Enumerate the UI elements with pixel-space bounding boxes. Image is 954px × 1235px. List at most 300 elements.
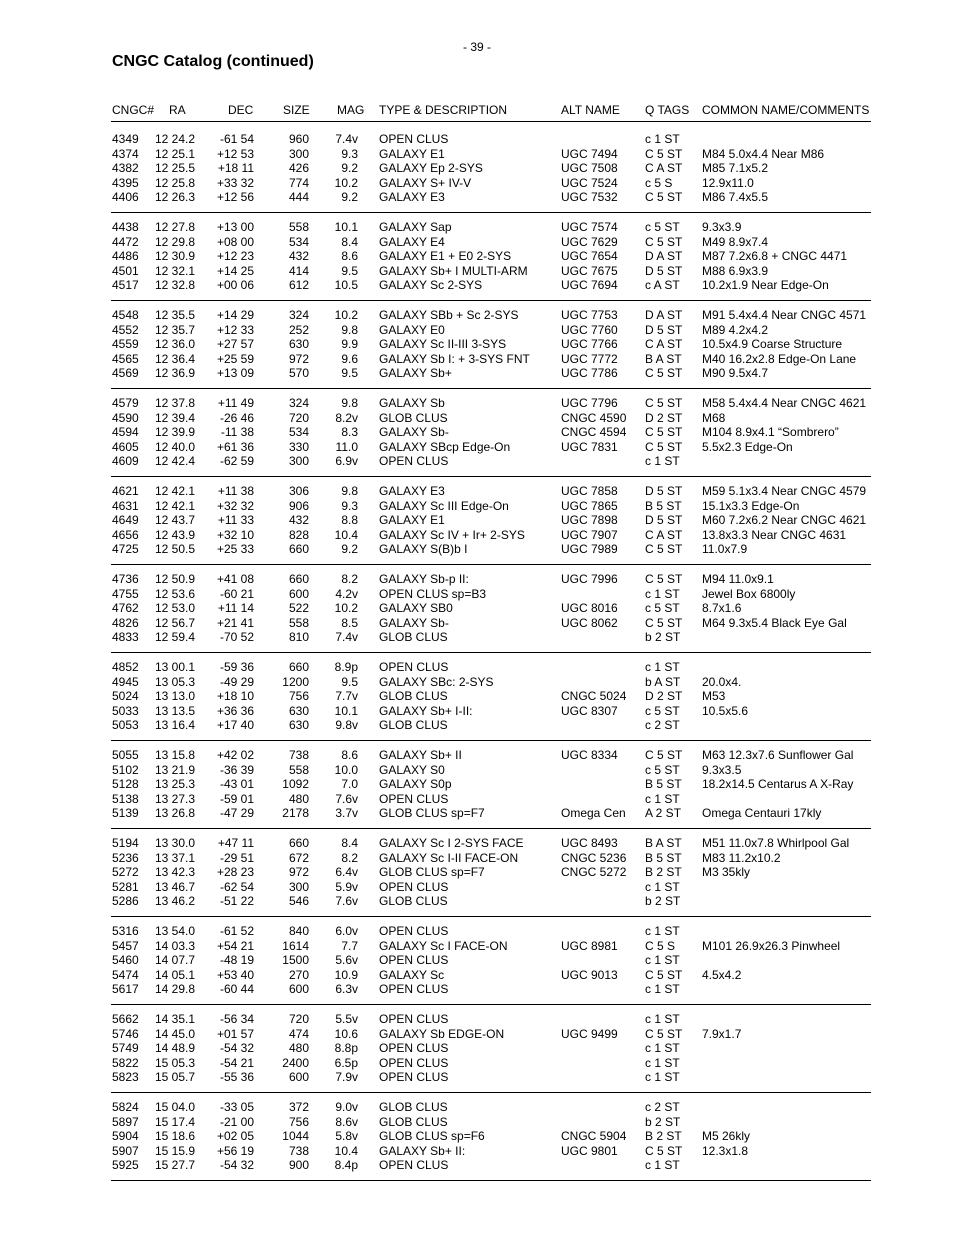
cell-size: 300 (288, 146, 309, 161)
cell-q-tags: C 5 ST (645, 1026, 683, 1041)
cell-mag: 10.0 (334, 762, 358, 777)
cell-type: GALAXY S+ IV-V (379, 175, 472, 190)
cell-type: GALAXY E3 (379, 484, 445, 498)
cell-ra: 13 30.0 (155, 836, 196, 850)
cell-mag: 10.2 (334, 601, 358, 616)
table-row (0, 425, 954, 440)
table-row (0, 352, 954, 367)
group-divider (111, 212, 871, 213)
cell-type: GALAXY Sb+ (379, 366, 452, 381)
cell-size: 630 (288, 718, 309, 733)
cell-alt-name: UGC 7629 (561, 234, 618, 249)
table-row (0, 924, 954, 939)
cell-dec: +12 23 (216, 249, 254, 264)
cell-size: 480 (288, 791, 309, 806)
cell-comments: M84 5.0x4.4 Near M86 (702, 146, 825, 161)
table-row (0, 675, 954, 690)
cell-mag: 9.5 (341, 674, 358, 689)
cell-ra: 14 45.0 (155, 1026, 196, 1041)
cell-type: OPEN CLUS (379, 1041, 449, 1056)
cell-ra: 12 26.3 (155, 190, 196, 205)
cell-q-tags: D A ST (645, 308, 683, 322)
cell-size: 600 (288, 1070, 309, 1085)
cell-mag: 9.2 (341, 190, 358, 205)
cell-comments: M104 8.9x4.1 “Sombrero” (702, 425, 839, 440)
cell-ra: 12 29.8 (155, 234, 196, 249)
cell-mag: 11.0 (335, 439, 358, 454)
cell-size: 774 (288, 175, 309, 190)
cell-comments: 10.2x1.9 Near Edge-On (702, 278, 829, 293)
cell-q-tags: C 5 ST (645, 396, 683, 410)
cell-ra: 12 39.9 (155, 425, 196, 440)
table-group (0, 1100, 954, 1188)
cell-size: 2178 (282, 806, 309, 821)
cell-ra: 12 37.8 (155, 396, 196, 410)
table-row (0, 264, 954, 279)
cell-size: 2400 (282, 1055, 309, 1070)
cell-dec: +01 57 (216, 1026, 254, 1041)
cell-cngc: 5662 (112, 1012, 139, 1026)
table-group (0, 1012, 954, 1100)
cell-size: 300 (288, 454, 309, 469)
cell-type: GLOB CLUS (379, 718, 448, 733)
table-row (0, 176, 954, 191)
cell-q-tags: c 5 ST (645, 703, 680, 718)
cell-alt-name: UGC 9801 (561, 1143, 618, 1158)
cell-ra: 14 07.7 (155, 953, 196, 968)
table-group (0, 660, 954, 748)
table-row (0, 161, 954, 176)
cell-mag: 6.9v (335, 454, 358, 469)
cell-comments: Omega Centauri 17kly (702, 806, 822, 821)
cell-type: GALAXY SB0 (379, 601, 453, 616)
table-row (0, 1056, 954, 1071)
cell-alt-name: UGC 7766 (561, 337, 618, 352)
cell-dec: -61 52 (219, 924, 254, 938)
cell-q-tags: c 1 ST (645, 1012, 680, 1026)
cell-ra: 12 25.8 (155, 175, 196, 190)
cell-dec: +12 33 (216, 322, 254, 337)
cell-cngc: 4569 (112, 366, 139, 381)
cell-cngc: 5024 (112, 689, 139, 704)
cell-mag: 10.2 (334, 175, 358, 190)
cell-dec: +32 10 (216, 527, 254, 542)
cell-q-tags: c 1 ST (645, 879, 680, 894)
cell-q-tags: c 1 ST (645, 1041, 680, 1056)
cell-cngc: 4852 (112, 660, 139, 674)
cell-size: 570 (288, 366, 309, 381)
cell-dec: -26 46 (219, 410, 254, 425)
cell-comments: 20.0x4. (702, 674, 742, 689)
cell-mag: 7.6v (335, 791, 358, 806)
cell-type: GALAXY Sb-p II: (379, 572, 469, 586)
cell-mag: 8.6v (335, 1114, 358, 1129)
cell-comments: M86 7.4x5.5 (702, 190, 769, 205)
cell-comments: 13.8x3.3 Near CNGC 4631 (702, 527, 847, 542)
cell-size: 660 (288, 660, 309, 674)
cell-mag: 5.9v (335, 879, 358, 894)
cell-ra: 14 48.9 (155, 1041, 196, 1056)
group-divider (111, 476, 871, 477)
cell-type: OPEN CLUS sp=B3 (379, 586, 487, 601)
cell-q-tags: C 5 ST (645, 615, 683, 630)
cell-ra: 12 56.7 (155, 615, 196, 630)
cell-comments: Jewel Box 6800ly (702, 586, 796, 601)
cell-dec: +41 08 (216, 572, 254, 586)
cell-mag: 10.5 (334, 278, 358, 293)
cell-dec: +61 36 (216, 439, 254, 454)
cell-size: 1500 (282, 953, 309, 968)
cell-dec: -62 54 (219, 879, 254, 894)
cell-q-tags: c 1 ST (645, 982, 680, 997)
cell-cngc: 5904 (112, 1129, 139, 1144)
cell-mag: 9.8 (341, 396, 358, 410)
group-divider (111, 388, 871, 389)
cell-alt-name: UGC 7858 (561, 484, 618, 498)
cell-ra: 13 13.0 (155, 689, 196, 704)
cell-dec: +25 59 (216, 351, 254, 366)
cell-comments: M60 7.2x6.2 Near CNGC 4621 (702, 513, 867, 528)
cell-ra: 13 26.8 (155, 806, 196, 821)
cell-alt-name: CNGC 5904 (561, 1129, 627, 1144)
cell-dec: -49 29 (219, 674, 254, 689)
cell-mag: 9.0v (335, 1100, 358, 1114)
cell-alt-name: UGC 7831 (561, 439, 618, 454)
cell-type: GALAXY Sb+ I-II: (379, 703, 473, 718)
cell-cngc: 4472 (112, 234, 139, 249)
cell-mag: 4.2v (335, 586, 358, 601)
cell-ra: 12 24.2 (155, 132, 196, 146)
cell-alt-name: UGC 7753 (561, 308, 618, 322)
cell-comments: 10.5x4.9 Coarse Structure (702, 337, 843, 352)
cell-mag: 8.4 (341, 836, 358, 850)
cell-q-tags: c A ST (645, 278, 680, 293)
cell-type: GLOB CLUS (379, 410, 448, 425)
cell-comments: 18.2x14.5 Centarus A X-Ray (702, 777, 854, 792)
cell-mag: 8.5 (341, 615, 358, 630)
cell-alt-name: UGC 7654 (561, 249, 618, 264)
cell-size: 426 (288, 161, 309, 176)
cell-cngc: 4349 (112, 132, 139, 146)
cell-size: 330 (288, 439, 309, 454)
cell-q-tags: D A ST (645, 249, 683, 264)
cell-mag: 9.2 (341, 542, 358, 557)
cell-mag: 7.7v (335, 689, 358, 704)
cell-ra: 14 05.1 (155, 967, 196, 982)
cell-q-tags: D 5 ST (645, 484, 683, 498)
cell-size: 324 (288, 396, 309, 410)
cell-dec: +14 29 (216, 308, 254, 322)
cell-cngc: 5824 (112, 1100, 139, 1114)
cell-comments: M94 11.0x9.1 (702, 572, 774, 586)
cell-type: GALAXY E0 (379, 322, 445, 337)
cell-ra: 15 05.3 (155, 1055, 196, 1070)
cell-type: GALAXY Sc I FACE-ON (379, 938, 508, 953)
cell-mag: 8.2v (335, 410, 358, 425)
cell-q-tags: C 5 ST (645, 748, 683, 762)
group-divider (111, 916, 871, 917)
cell-alt-name: UGC 7907 (561, 527, 618, 542)
cell-mag: 8.9p (334, 660, 358, 674)
cell-q-tags: C A ST (645, 527, 683, 542)
cell-mag: 9.6 (341, 351, 358, 366)
cell-type: OPEN CLUS (379, 953, 449, 968)
cell-ra: 12 25.1 (155, 146, 196, 161)
table-group (0, 836, 954, 924)
cell-q-tags: C 5 ST (645, 967, 683, 982)
cell-cngc: 4945 (112, 674, 139, 689)
table-row (0, 616, 954, 631)
cell-ra: 13 46.2 (155, 894, 196, 909)
cell-type: GALAXY S0 (379, 762, 445, 777)
cell-type: GALAXY Sb+ II (379, 748, 462, 762)
cell-type: GALAXY E1 (379, 513, 445, 528)
cell-cngc: 5897 (112, 1114, 139, 1129)
cell-cngc: 4621 (112, 484, 139, 498)
cell-q-tags: C 5 ST (645, 366, 683, 381)
cell-comments: M59 5.1x3.4 Near CNGC 4579 (702, 484, 867, 498)
cell-mag: 9.3 (341, 146, 358, 161)
table-row (0, 1129, 954, 1144)
table-row (0, 528, 954, 543)
cell-dec: +25 33 (216, 542, 254, 557)
table-row (0, 411, 954, 426)
table-row (0, 601, 954, 616)
cell-comments: 9.3x3.9 (702, 220, 742, 234)
cell-size: 960 (288, 132, 309, 146)
cell-cngc: 5316 (112, 924, 139, 938)
cell-ra: 13 16.4 (155, 718, 196, 733)
cell-dec: +42 02 (216, 748, 254, 762)
cell-size: 546 (288, 894, 309, 909)
cell-dec: +18 11 (217, 161, 254, 176)
cell-size: 522 (288, 601, 309, 616)
cell-alt-name: UGC 7675 (561, 263, 618, 278)
cell-dec: -21 00 (219, 1114, 254, 1129)
cell-ra: 14 03.3 (155, 938, 196, 953)
cell-type: GALAXY Ep 2-SYS (379, 161, 483, 176)
cell-mag: 6.4v (335, 865, 358, 880)
cell-type: OPEN CLUS (379, 982, 449, 997)
cell-size: 828 (288, 527, 309, 542)
cell-type: GALAXY Sc III Edge-On (379, 498, 509, 513)
cell-q-tags: D 5 ST (645, 322, 683, 337)
cell-dec: +12 56 (216, 190, 254, 205)
cell-ra: 15 17.4 (155, 1114, 196, 1129)
cell-dec: -33 05 (219, 1100, 254, 1114)
cell-mag: 7.6v (335, 894, 358, 909)
cell-cngc: 4590 (112, 410, 139, 425)
cell-alt-name: UGC 8334 (561, 748, 618, 762)
table-group (0, 396, 954, 484)
cell-q-tags: c 1 ST (645, 1070, 680, 1085)
header-q-tags: Q TAGS (645, 103, 690, 117)
cell-ra: 12 36.4 (155, 351, 196, 366)
cell-mag: 5.5v (335, 1012, 358, 1026)
cell-ra: 12 43.7 (155, 513, 196, 528)
cell-mag: 6.5p (334, 1055, 358, 1070)
cell-alt-name: UGC 7508 (561, 161, 618, 176)
cell-size: 252 (288, 322, 309, 337)
cell-comments: M64 9.3x5.4 Black Eye Gal (702, 615, 847, 630)
cell-size: 306 (288, 484, 309, 498)
table-row (0, 499, 954, 514)
cell-dec: -11 38 (220, 425, 254, 440)
cell-size: 660 (288, 542, 309, 557)
cell-mag: 6.0v (335, 924, 358, 938)
cell-dec: -60 44 (219, 982, 254, 997)
cell-ra: 12 53.0 (155, 601, 196, 616)
cell-cngc: 4631 (112, 498, 139, 513)
table-group (0, 484, 954, 572)
cell-comments: 9.3x3.5 (702, 762, 742, 777)
table-group (0, 572, 954, 660)
cell-q-tags: c 5 ST (645, 601, 680, 616)
cell-size: 414 (288, 263, 309, 278)
cell-q-tags: C 5 ST (645, 425, 683, 440)
cell-cngc: 4609 (112, 454, 139, 469)
cell-dec: +53 40 (216, 967, 254, 982)
cell-type: GALAXY Sc I 2-SYS FACE (379, 836, 524, 850)
header-rule (111, 121, 871, 122)
cell-mag: 9.3 (341, 498, 358, 513)
cell-alt-name: CNGC 5272 (561, 865, 627, 880)
cell-size: 432 (288, 513, 309, 528)
table-row (0, 323, 954, 338)
cell-type: GALAXY SBcp Edge-On (379, 439, 511, 454)
cell-type: OPEN CLUS (379, 132, 449, 146)
cell-ra: 12 25.5 (155, 161, 196, 176)
cell-alt-name: UGC 7989 (561, 542, 618, 557)
cell-size: 612 (288, 278, 309, 293)
cell-alt-name: CNGC 5024 (561, 689, 627, 704)
cell-ra: 15 05.7 (155, 1070, 196, 1085)
cell-ra: 12 39.4 (155, 410, 196, 425)
cell-mag: 7.0 (341, 777, 358, 792)
cell-ra: 13 21.9 (155, 762, 196, 777)
table-row (0, 132, 954, 147)
cell-dec: +13 09 (216, 366, 254, 381)
table-row (0, 630, 954, 645)
cell-cngc: 5925 (112, 1158, 139, 1173)
cell-ra: 12 35.7 (155, 322, 196, 337)
cell-q-tags: D 2 ST (645, 410, 683, 425)
cell-type: GLOB CLUS sp=F7 (379, 865, 485, 880)
table-row (0, 572, 954, 587)
cell-comments: 12.9x11.0 (702, 175, 754, 190)
cell-type: GALAXY SBc: 2-SYS (379, 674, 494, 689)
group-divider (111, 828, 871, 829)
cell-ra: 12 32.8 (155, 278, 196, 293)
cell-comments: 11.0x7.9 (702, 542, 748, 557)
table-group (0, 132, 954, 220)
table-row (0, 1158, 954, 1173)
cell-type: OPEN CLUS (379, 1012, 449, 1026)
cell-q-tags: D 2 ST (645, 689, 683, 704)
cell-size: 660 (288, 836, 309, 850)
cell-mag: 10.4 (334, 527, 358, 542)
cell-cngc: 4649 (112, 513, 139, 528)
cell-ra: 13 27.3 (155, 791, 196, 806)
column-headers (0, 103, 954, 119)
cell-cngc: 4438 (112, 220, 139, 234)
cell-q-tags: B 5 ST (645, 777, 682, 792)
cell-cngc: 4826 (112, 615, 139, 630)
cell-comments: M49 8.9x7.4 (702, 234, 769, 249)
table-row (0, 366, 954, 381)
cell-q-tags: C 5 ST (645, 190, 683, 205)
cell-cngc: 4517 (112, 278, 139, 293)
cell-alt-name: UGC 7532 (561, 190, 618, 205)
cell-ra: 12 42.4 (155, 454, 196, 469)
cell-q-tags: C 5 ST (645, 572, 683, 586)
cell-ra: 15 27.7 (155, 1158, 196, 1173)
cell-ra: 14 35.1 (155, 1012, 196, 1026)
cell-type: GALAXY E1 + E0 2-SYS (379, 249, 512, 264)
cell-mag: 7.4v (335, 132, 358, 146)
table-row (0, 851, 954, 866)
cell-cngc: 4565 (112, 351, 139, 366)
cell-alt-name: UGC 7772 (561, 351, 618, 366)
cell-q-tags: b 2 ST (645, 630, 681, 645)
cell-comments: M53 (702, 689, 726, 704)
cell-type: GALAXY Sb- (379, 615, 449, 630)
cell-ra: 12 43.9 (155, 527, 196, 542)
table-row (0, 278, 954, 293)
cell-q-tags: C A ST (645, 161, 683, 176)
cell-cngc: 4395 (112, 175, 139, 190)
header-size: SIZE (283, 103, 310, 117)
group-divider (111, 740, 871, 741)
cell-cngc: 5746 (112, 1026, 139, 1041)
cell-type: GLOB CLUS (379, 630, 448, 645)
table-row (0, 1070, 954, 1085)
cell-ra: 15 18.6 (155, 1129, 196, 1144)
table-row (0, 1012, 954, 1027)
cell-dec: -47 29 (219, 806, 254, 821)
cell-dec: -59 01 (219, 791, 254, 806)
cell-mag: 9.5 (341, 366, 358, 381)
cell-q-tags: D 5 ST (645, 263, 683, 278)
cell-q-tags: c 2 ST (645, 718, 680, 733)
cell-cngc: 5617 (112, 982, 139, 997)
cell-q-tags: C 5 ST (645, 439, 683, 454)
cell-size: 756 (288, 1114, 309, 1129)
cell-dec: +33 32 (216, 175, 254, 190)
cell-q-tags: C A ST (645, 337, 683, 352)
cell-cngc: 5053 (112, 718, 139, 733)
cell-type: GALAXY S0p (379, 777, 452, 792)
cell-comments: M63 12.3x7.6 Sunflower Gal (702, 748, 854, 762)
cell-cngc: 5128 (112, 777, 139, 792)
cell-dec: -55 36 (219, 1070, 254, 1085)
cell-mag: 9.8 (341, 322, 358, 337)
table-row (0, 484, 954, 499)
cell-ra: 12 27.8 (155, 220, 196, 234)
cell-size: 444 (288, 190, 309, 205)
cell-type: GALAXY Sc 2-SYS (379, 278, 483, 293)
cell-cngc: 4656 (112, 527, 139, 542)
table-row (0, 147, 954, 162)
cell-dec: -54 21 (219, 1055, 254, 1070)
table-row (0, 939, 954, 954)
cell-dec: +11 38 (217, 484, 254, 498)
table-row (0, 777, 954, 792)
page-number: - 39 - (462, 40, 491, 54)
page-title: CNGC Catalog (continued) (112, 53, 314, 70)
cell-dec: -36 39 (219, 762, 254, 777)
cell-size: 372 (288, 1100, 309, 1114)
